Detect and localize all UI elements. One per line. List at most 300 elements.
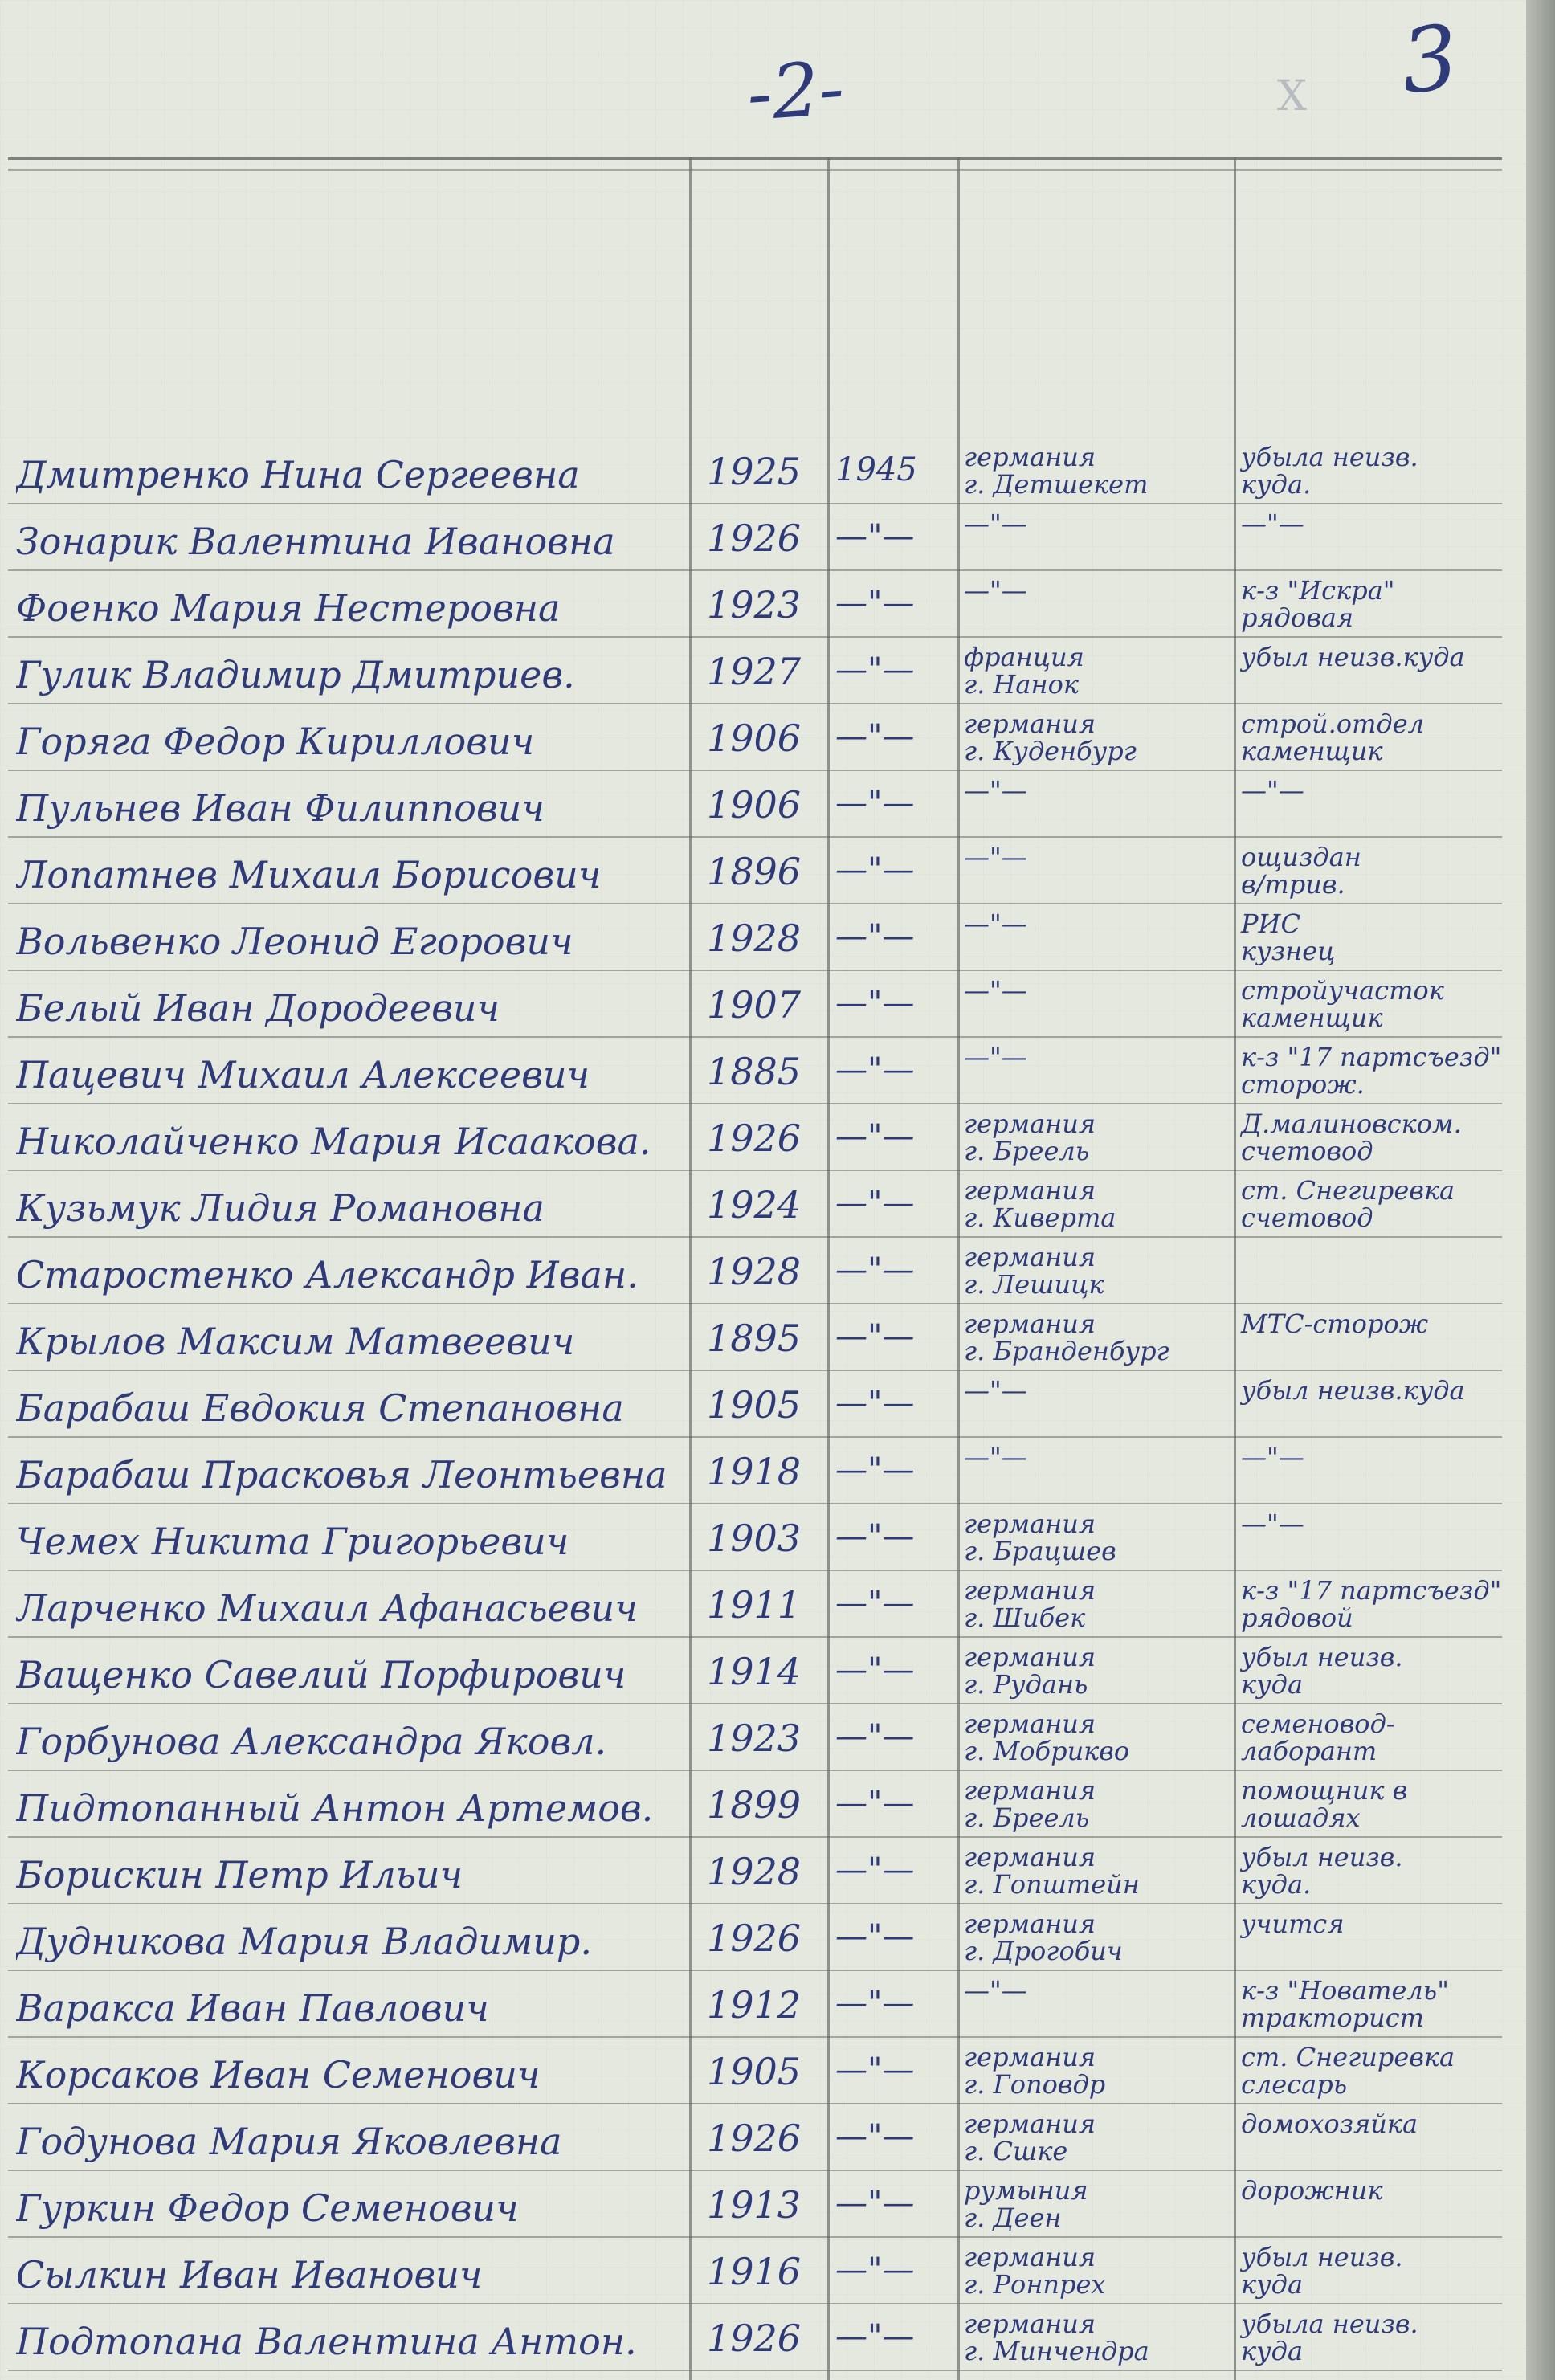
birth-year: 1899 bbox=[707, 1783, 802, 1827]
person-name: Пидтопанный Антон Артемов. bbox=[16, 1786, 654, 1830]
birth-year: 1905 bbox=[707, 1383, 802, 1427]
birth-year: 1918 bbox=[707, 1450, 802, 1493]
occupation-note-line: каменщик bbox=[1241, 1002, 1383, 1033]
birth-year: 1905 bbox=[707, 2050, 802, 2093]
occupation-note-line: слесарь bbox=[1241, 2069, 1348, 2100]
deportation-place bbox=[964, 2043, 1229, 2098]
occupation-note-line: семеновод- bbox=[1241, 1708, 1395, 1739]
row-rule bbox=[8, 1103, 1502, 1104]
row-rule bbox=[8, 1836, 1502, 1838]
occupation-note-line: тракторист bbox=[1241, 2002, 1424, 2033]
return-year: —"— bbox=[835, 718, 915, 755]
ledger-row bbox=[0, 1308, 1526, 1376]
deportation-place-line: г. Ронпрех bbox=[964, 2269, 1106, 2300]
deportation-place-line: г. Лешицк bbox=[964, 1269, 1104, 1300]
deportation-place-line: германия bbox=[964, 2042, 1096, 2072]
occupation-note bbox=[1241, 1710, 1522, 1765]
person-name: Годунова Мария Яковлевна bbox=[16, 2120, 562, 2163]
person-name: Лопатнев Михаил Борисович bbox=[16, 853, 602, 896]
deportation-place bbox=[964, 2110, 1229, 2165]
return-year: —"— bbox=[835, 1718, 915, 1755]
deportation-place bbox=[964, 1910, 1229, 1965]
occupation-note-line: куда bbox=[1241, 2269, 1304, 2300]
row-rule bbox=[8, 2303, 1502, 2304]
deportation-place-line: германия bbox=[964, 2242, 1096, 2272]
deportation-place-line: германия bbox=[964, 1708, 1096, 1739]
deportation-place bbox=[964, 1377, 1229, 1404]
ledger-row bbox=[0, 1242, 1526, 1309]
deportation-place-line: г. Мобрикво bbox=[964, 1736, 1130, 1766]
deportation-place-line: германия bbox=[964, 1242, 1096, 1272]
occupation-note-line: домохозяйка bbox=[1241, 2109, 1418, 2139]
row-rule bbox=[8, 903, 1502, 904]
return-year: —"— bbox=[835, 785, 915, 822]
occupation-note bbox=[1241, 1843, 1522, 1898]
ledger-row bbox=[0, 1708, 1526, 1776]
person-name: Горяга Федор Кириллович bbox=[16, 720, 535, 763]
ledger-row bbox=[0, 1775, 1526, 1843]
ledger-row bbox=[0, 1842, 1526, 1909]
row-rule bbox=[8, 1970, 1502, 1971]
birth-year: 1928 bbox=[707, 1250, 802, 1293]
ledger-row bbox=[0, 1642, 1526, 1709]
ledger-row bbox=[0, 775, 1526, 843]
occupation-note bbox=[1241, 1510, 1522, 1537]
birth-year: 1885 bbox=[707, 1050, 802, 1093]
deportation-place-line: германия bbox=[964, 2309, 1096, 2339]
deportation-place bbox=[964, 1043, 1229, 1071]
deportation-place-line: —"— bbox=[964, 842, 1027, 872]
occupation-note-line: РИС bbox=[1241, 908, 1300, 939]
deportation-place-line: г. Нанок bbox=[964, 669, 1079, 700]
ledger-row bbox=[0, 508, 1526, 576]
deportation-place bbox=[964, 1577, 1229, 1631]
ledger-row bbox=[0, 2109, 1526, 2176]
occupation-note-line: ст. Снегиревка bbox=[1241, 1175, 1455, 1206]
occupation-note bbox=[1241, 1643, 1522, 1698]
person-name: Белый Иван Дородеевич bbox=[16, 986, 500, 1030]
ledger-row bbox=[0, 708, 1526, 776]
deportation-place-line: г. Дрогобич bbox=[964, 1936, 1123, 1966]
row-rule bbox=[8, 1503, 1502, 1504]
birth-year: 1911 bbox=[707, 1583, 802, 1627]
deportation-place bbox=[964, 1310, 1229, 1365]
birth-year: 1913 bbox=[707, 2183, 802, 2227]
occupation-note bbox=[1241, 1310, 1522, 1337]
birth-year: 1895 bbox=[707, 1317, 802, 1360]
ledger-row bbox=[0, 1042, 1526, 1109]
deportation-place-line: —"— bbox=[964, 1442, 1027, 1472]
occupation-note bbox=[1241, 843, 1522, 898]
return-year: —"— bbox=[835, 1251, 915, 1288]
ledger-row bbox=[0, 1575, 1526, 1643]
deportation-place-line: г. Бреель bbox=[964, 1802, 1090, 1833]
row-rule bbox=[8, 1636, 1502, 1638]
person-name: Барабаш Евдокия Степановна bbox=[16, 1386, 624, 1430]
ledger-row bbox=[0, 908, 1526, 976]
row-rule bbox=[8, 1370, 1502, 1371]
deportation-place bbox=[964, 510, 1229, 537]
deportation-place-line: г. Детшекет bbox=[964, 469, 1149, 500]
occupation-note bbox=[1241, 977, 1522, 1031]
birth-year: 1926 bbox=[707, 516, 802, 560]
deportation-place bbox=[964, 1443, 1229, 1471]
row-rule bbox=[8, 1170, 1502, 1171]
deportation-place bbox=[964, 1977, 1229, 2004]
occupation-note bbox=[1241, 643, 1522, 671]
row-rule bbox=[8, 2103, 1502, 2104]
deportation-place bbox=[964, 1110, 1229, 1165]
return-year: —"— bbox=[835, 585, 915, 622]
row-rule bbox=[8, 1903, 1502, 1904]
ledger-row bbox=[0, 1975, 1526, 2043]
occupation-note-line: куда. bbox=[1241, 469, 1312, 500]
birth-year: 1906 bbox=[707, 783, 802, 827]
deportation-place bbox=[964, 443, 1229, 498]
occupation-note-line: к-з "17 партсъезд" bbox=[1241, 1575, 1502, 1606]
row-rule bbox=[8, 970, 1502, 971]
return-year: —"— bbox=[835, 1051, 915, 1088]
birth-year: 1923 bbox=[707, 1717, 802, 1760]
deportation-place-line: г. Рудань bbox=[964, 1669, 1088, 1700]
person-name: Горбунова Александра Яковл. bbox=[16, 1720, 607, 1763]
person-name: Гулик Владимир Дмитриев. bbox=[16, 653, 575, 696]
deportation-place bbox=[964, 1510, 1229, 1565]
occupation-note-line: помощник в bbox=[1241, 1775, 1408, 1806]
person-name: Борискин Петр Ильич bbox=[16, 1853, 463, 1896]
person-name: Ващенко Савелий Порфирович bbox=[16, 1653, 626, 1696]
deportation-place-line: германия bbox=[964, 1308, 1096, 1339]
return-year: —"— bbox=[835, 518, 915, 555]
return-year: —"— bbox=[835, 1918, 915, 1955]
row-rule bbox=[8, 569, 1502, 571]
row-rule bbox=[8, 2370, 1502, 2371]
deportation-place-line: г. Шибек bbox=[964, 1602, 1086, 1633]
occupation-note-line: убыла неизв. bbox=[1241, 442, 1418, 472]
page-mark: -2- bbox=[744, 44, 847, 138]
birth-year: 1926 bbox=[707, 1917, 802, 1960]
person-name: Корсаков Иван Семенович bbox=[16, 2053, 541, 2096]
ledger-row bbox=[0, 1108, 1526, 1176]
occupation-note-line: куда bbox=[1241, 1669, 1304, 1700]
occupation-note bbox=[1241, 1577, 1522, 1631]
deportation-place bbox=[964, 977, 1229, 1004]
deportation-place-line: франция bbox=[964, 642, 1084, 672]
occupation-note-line: дорожник bbox=[1241, 2175, 1383, 2206]
person-name: Варакса Иван Павлович bbox=[16, 1986, 489, 2030]
row-rule bbox=[8, 770, 1502, 771]
occupation-note bbox=[1241, 777, 1522, 804]
ledger-row bbox=[0, 1442, 1526, 1509]
person-name: Зонарик Валентина Ивановна bbox=[16, 520, 615, 563]
return-year: —"— bbox=[835, 1318, 915, 1355]
birth-year: 1907 bbox=[707, 983, 802, 1027]
return-year: —"— bbox=[835, 1785, 915, 1822]
occupation-note bbox=[1241, 2043, 1522, 2098]
return-year: —"— bbox=[835, 1518, 915, 1555]
row-rule bbox=[8, 1570, 1502, 1571]
deportation-place-line: г. Куденбург bbox=[964, 736, 1137, 766]
ledger-row bbox=[0, 2175, 1526, 2243]
deportation-place bbox=[964, 1243, 1229, 1298]
occupation-note bbox=[1241, 1443, 1522, 1471]
occupation-note-line: к-з "Искра" bbox=[1241, 575, 1395, 606]
return-year: —"— bbox=[835, 851, 915, 888]
birth-year: 1926 bbox=[707, 2117, 802, 2160]
deportation-place bbox=[964, 1177, 1229, 1231]
deportation-place-line: германия bbox=[964, 1575, 1096, 1606]
deportation-place bbox=[964, 910, 1229, 937]
row-rule bbox=[8, 1303, 1502, 1304]
occupation-note-line: убыл неизв.куда bbox=[1241, 642, 1465, 672]
return-year: —"— bbox=[835, 2118, 915, 2155]
faint-mark: Х bbox=[1277, 72, 1308, 120]
return-year: —"— bbox=[835, 2251, 915, 2288]
occupation-note-line: к-з "17 партсъезд" bbox=[1241, 1042, 1502, 1072]
person-name: Пацевич Михаил Алексеевич bbox=[16, 1053, 590, 1096]
deportation-place-line: —"— bbox=[964, 575, 1027, 606]
occupation-note-line: рядовой bbox=[1241, 1602, 1353, 1633]
deportation-place-line: германия bbox=[964, 2109, 1096, 2139]
deportation-place-line: германия bbox=[964, 1775, 1096, 1806]
occupation-note-line: рядовая bbox=[1241, 602, 1354, 633]
birth-year: 1912 bbox=[707, 1983, 802, 2027]
occupation-note-line: Д.малиновском. bbox=[1241, 1108, 1462, 1139]
deportation-place-line: —"— bbox=[964, 1975, 1027, 2006]
occupation-note bbox=[1241, 1910, 1522, 1937]
occupation-note bbox=[1241, 1177, 1522, 1231]
occupation-note-line: лошадях bbox=[1241, 1802, 1361, 1833]
birth-year: 1925 bbox=[707, 450, 802, 493]
person-name: Подтопана Валентина Антон. bbox=[16, 2320, 637, 2363]
deportation-place bbox=[964, 643, 1229, 698]
deportation-place bbox=[964, 1643, 1229, 1698]
occupation-note-line: МТС-сторож bbox=[1241, 1308, 1429, 1339]
ledger-row bbox=[0, 1508, 1526, 1576]
ledger-row bbox=[0, 975, 1526, 1043]
binding-edge bbox=[1526, 0, 1555, 2380]
occupation-note-line: куда bbox=[1241, 2336, 1304, 2366]
occupation-note-line: убыла неизв. bbox=[1241, 2309, 1418, 2339]
deportation-place bbox=[964, 1710, 1229, 1765]
row-rule bbox=[8, 1436, 1502, 1438]
occupation-note-line: в/трив. bbox=[1241, 869, 1345, 900]
row-rule bbox=[8, 2170, 1502, 2171]
deportation-place-line: —"— bbox=[964, 775, 1027, 806]
person-name: Чемех Никита Григорьевич bbox=[16, 1520, 569, 1563]
occupation-note bbox=[1241, 443, 1522, 498]
deportation-place bbox=[964, 1777, 1229, 1831]
birth-year: 1928 bbox=[707, 916, 802, 960]
deportation-place-line: —"— bbox=[964, 508, 1027, 539]
deportation-place bbox=[964, 843, 1229, 871]
ledger-row bbox=[0, 2242, 1526, 2309]
person-name: Вольвенко Леонид Егорович bbox=[16, 920, 573, 963]
occupation-note-line: убыл неизв. bbox=[1241, 1842, 1403, 1872]
occupation-note-line: —"— bbox=[1241, 1508, 1304, 1539]
occupation-note-line: куда. bbox=[1241, 1869, 1312, 1900]
return-year: —"— bbox=[835, 985, 915, 1022]
person-name: Кузьмук Лидия Романовна bbox=[16, 1186, 545, 1230]
occupation-note-line: каменщик bbox=[1241, 736, 1383, 766]
birth-year: 1926 bbox=[707, 1117, 802, 1160]
row-rule bbox=[8, 703, 1502, 704]
deportation-place-line: германия bbox=[964, 1175, 1096, 1206]
occupation-note-line: сторож. bbox=[1241, 1069, 1365, 1100]
occupation-note-line: —"— bbox=[1241, 1442, 1304, 1472]
deportation-place-line: —"— bbox=[964, 908, 1027, 939]
row-rule bbox=[8, 636, 1502, 638]
birth-year: 1896 bbox=[707, 850, 802, 893]
occupation-note-line: ст. Снегиревка bbox=[1241, 2042, 1455, 2072]
deportation-place bbox=[964, 1843, 1229, 1898]
occupation-note-line: стройучасток bbox=[1241, 975, 1444, 1006]
person-name: Пульнев Иван Филиппович bbox=[16, 786, 545, 830]
deportation-place-line: г. Минчендра bbox=[964, 2336, 1149, 2366]
occupation-note bbox=[1241, 710, 1522, 765]
occupation-note bbox=[1241, 1377, 1522, 1404]
deportation-place-line: германия bbox=[964, 1508, 1096, 1539]
row-rule bbox=[8, 2236, 1502, 2238]
occupation-note bbox=[1241, 1977, 1522, 2031]
return-year: —"— bbox=[835, 1451, 915, 1488]
person-name: Сылкин Иван Иванович bbox=[16, 2253, 483, 2296]
occupation-note bbox=[1241, 2243, 1522, 2298]
ledger-row bbox=[0, 2309, 1526, 2376]
return-year: —"— bbox=[835, 2051, 915, 2088]
ledger-row bbox=[0, 642, 1526, 709]
birth-year: 1926 bbox=[707, 2317, 802, 2360]
birth-year: 1927 bbox=[707, 650, 802, 693]
person-name: Барабаш Прасковья Леонтьевна bbox=[16, 1453, 667, 1496]
occupation-note-line: убыл неизв.куда bbox=[1241, 1375, 1465, 1406]
birth-year: 1906 bbox=[707, 716, 802, 760]
ledger-row bbox=[0, 1908, 1526, 1976]
deportation-place bbox=[964, 2310, 1229, 2365]
person-name: Крылов Максим Матвеевич bbox=[16, 1320, 575, 1363]
ledger-row bbox=[0, 575, 1526, 643]
deportation-place-line: германия bbox=[964, 442, 1096, 472]
occupation-note-line: лаборант bbox=[1241, 1736, 1377, 1766]
birth-year: 1923 bbox=[707, 583, 802, 627]
person-name: Фоенко Мария Нестеровна bbox=[16, 586, 561, 630]
person-name: Дмитренко Нина Сергеевна bbox=[16, 453, 580, 496]
deportation-place-line: г. Гоповдр bbox=[964, 2069, 1106, 2100]
deportation-place-line: г. Гопштейн bbox=[964, 1869, 1140, 1900]
occupation-note bbox=[1241, 2110, 1522, 2137]
occupation-note-line: —"— bbox=[1241, 775, 1304, 806]
row-rule bbox=[8, 1703, 1502, 1704]
occupation-note-line: ощиздан bbox=[1241, 842, 1361, 872]
occupation-note-line: —"— bbox=[1241, 508, 1304, 539]
occupation-note-line: счетовод bbox=[1241, 1136, 1373, 1166]
deportation-place bbox=[964, 2243, 1229, 2298]
ledger-row bbox=[0, 1375, 1526, 1443]
ledger-row bbox=[0, 2042, 1526, 2109]
occupation-note-line: к-з "Нователь" bbox=[1241, 1975, 1449, 2006]
deportation-place-line: —"— bbox=[964, 975, 1027, 1006]
row-rule bbox=[8, 2036, 1502, 2038]
return-year: —"— bbox=[835, 2318, 915, 2355]
header-top-rule bbox=[8, 157, 1502, 160]
person-name: Николайченко Мария Исаакова. bbox=[16, 1120, 651, 1163]
deportation-place-line: г. Киверта bbox=[964, 1202, 1116, 1233]
deportation-place-line: германия bbox=[964, 1908, 1096, 1939]
deportation-place-line: г. Брацшев bbox=[964, 1536, 1116, 1566]
occupation-note bbox=[1241, 2177, 1522, 2204]
birth-year: 1924 bbox=[707, 1183, 802, 1227]
deportation-place bbox=[964, 577, 1229, 604]
occupation-note-line: убыл неизв. bbox=[1241, 1642, 1403, 1672]
return-year: —"— bbox=[835, 1585, 915, 1622]
deportation-place bbox=[964, 710, 1229, 765]
deportation-place-line: германия bbox=[964, 1642, 1096, 1672]
deportation-place-line: г. Бранденбург bbox=[964, 1336, 1169, 1366]
occupation-note bbox=[1241, 2310, 1522, 2365]
return-year: —"— bbox=[835, 651, 915, 688]
return-year: —"— bbox=[835, 2185, 915, 2222]
row-rule bbox=[8, 1236, 1502, 1238]
occupation-note bbox=[1241, 910, 1522, 965]
occupation-note bbox=[1241, 1043, 1522, 1098]
deportation-place bbox=[964, 777, 1229, 804]
deportation-place-line: г. Сшке bbox=[964, 2136, 1068, 2166]
person-name: Старостенко Александр Иван. bbox=[16, 1253, 639, 1296]
person-name: Ларченко Михаил Афанасьевич bbox=[16, 1586, 638, 1630]
page-number: 3 bbox=[1396, 5, 1463, 114]
birth-year: 1903 bbox=[707, 1517, 802, 1560]
deportation-place-line: г. Бреель bbox=[964, 1136, 1090, 1166]
return-year: —"— bbox=[835, 1851, 915, 1888]
deportation-place-line: германия bbox=[964, 708, 1096, 739]
person-name: Гуркин Федор Семенович bbox=[16, 2186, 519, 2230]
return-year: —"— bbox=[835, 1651, 915, 1688]
return-year: —"— bbox=[835, 1385, 915, 1422]
return-year: —"— bbox=[835, 1185, 915, 1222]
birth-year: 1914 bbox=[707, 1650, 802, 1693]
deportation-place bbox=[964, 2177, 1229, 2231]
ledger-row bbox=[0, 842, 1526, 909]
row-rule bbox=[8, 836, 1502, 838]
deportation-place-line: германия bbox=[964, 1108, 1096, 1139]
return-year: —"— bbox=[835, 1118, 915, 1155]
deportation-place-line: г. Деен bbox=[964, 2202, 1062, 2233]
occupation-note-line: учится bbox=[1241, 1908, 1345, 1939]
ledger-row bbox=[0, 442, 1526, 509]
return-year: 1945 bbox=[835, 451, 917, 488]
occupation-note-line: строй.отдел bbox=[1241, 708, 1424, 739]
row-rule bbox=[8, 1036, 1502, 1038]
return-year: —"— bbox=[835, 1985, 915, 2022]
birth-year: 1928 bbox=[707, 1850, 802, 1893]
person-name: Дудникова Мария Владимир. bbox=[16, 1920, 592, 1963]
deportation-place-line: —"— bbox=[964, 1042, 1027, 1072]
row-rule bbox=[8, 1770, 1502, 1771]
occupation-note-line: счетовод bbox=[1241, 1202, 1373, 1233]
occupation-note bbox=[1241, 510, 1522, 537]
occupation-note bbox=[1241, 1110, 1522, 1165]
occupation-note-line: убыл неизв. bbox=[1241, 2242, 1403, 2272]
occupation-note-line: кузнец bbox=[1241, 936, 1336, 966]
header-second-rule bbox=[8, 169, 1502, 171]
birth-year: 1916 bbox=[707, 2250, 802, 2293]
row-rule bbox=[8, 503, 1502, 504]
deportation-place-line: —"— bbox=[964, 1375, 1027, 1406]
occupation-note bbox=[1241, 1777, 1522, 1831]
return-year: —"— bbox=[835, 918, 915, 955]
occupation-note bbox=[1241, 577, 1522, 631]
ledger-row bbox=[0, 1175, 1526, 1243]
